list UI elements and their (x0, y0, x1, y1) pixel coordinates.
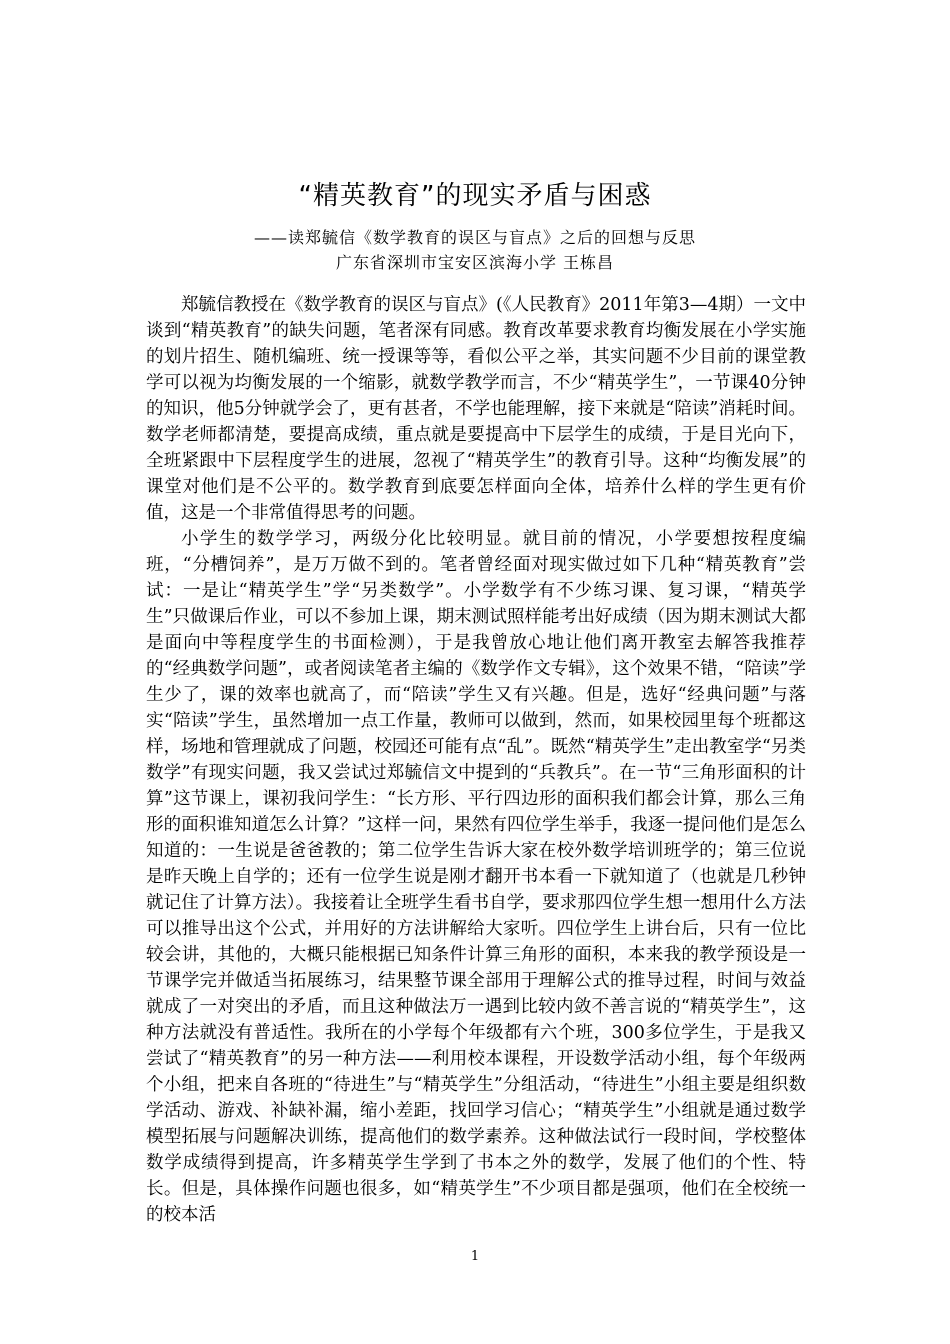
paragraph: 郑毓信教授在《数学教育的误区与盲点》(《人民教育》2011年第3—4期）一文中谈到“精英教育”的缺失问题，笔者深有同感。教育改革要求教育均衡发展在小学实施的划片招生、随机编班、统一授课等等，看似公平之举，其实问题不少目前的课堂教学可以视为均衡发展的一个缩影，就数学教学而言，不少“精英学生”，一节课40分钟的知识，他5分钟就学会了，更有甚者，不学也能理解，接下来就是“陪读”消耗时间。数学老师都清楚，要提高成绩，重点就是要提高中下层学生的成绩，于是目光向下，全班紧跟中下层程度学生的进展，忽视了“精英学生”的教育引导。这种“均衡发展”的课堂对他们是不公平的。数学教育到底要怎样面向全体，培养什么样的学生更有价值，这是一个非常值得思考的问题。 (146, 295, 806, 523)
page-number: 1 (470, 1249, 480, 1264)
document-title: “精英教育”的现实矛盾与困惑 (298, 181, 652, 211)
author-line: 广东省深圳市宝安区滨海小学 王栋昌 (335, 253, 615, 272)
document-subtitle: ——读郑毓信《数学教育的误区与盲点》之后的回想与反思 (253, 228, 696, 247)
paragraph: 小学生的数学学习，两级分化比较明显。就目前的情况，小学要想按程度编班，“分槽饲养”，是万万做不到的。笔者曾经面对现实做过如下几种“精英教育”尝试：一是让“精英学生”学“另类数学”。小学数学有不少练习课、复习课，“精英学生”只做课后作业，可以不参加上课，期末测试照样能考出好成绩（因为期末测试大都是面向中等程度学生的书面检测），于是我曾放心地让他们离开教室去解答我推荐的“经典数学问题”，或者阅读笔者主编的《数学作文专辑》，这个效果不错，“陪读”学生少了，课的效率也就高了，而“陪读”学生又有兴趣。但是，选好“经典问题”与落实“陪读”学生，虽然增加一点工作量，教师可以做到，然而，如果校园里每个班都这样，场地和管理就成了问题，校园还可能有点“乱”。既然“精英学生”走出教室学“另类数学”有现实问题，我又尝试过郑毓信文中提到的“兵教兵”。在一节“三角形面积的计算”这节课上，课初我问学生：“长方形、平行四边形的面积我们都会计算，那么三角形的面积谁知道怎么计算？”这样一问，果然有四位学生举手，我逐一提问他们是怎么知道的：一生说是爸爸教的；第二位学生告诉大家在校外数学培训班学的；第三位说是昨天晚上自学的；还有一位学生说是刚才翻开书本看一下就知道了（也就是几秒钟就记住了计算方法）。我接着让全班学生看书自学，要求那四位学生想一想用什么方法可以推导出这个公式，并用好的方法讲解给大家听。四位学生上讲台后，只有一位比较会讲，其他的，大概只能根据已知条件计算三角形的面积，本来我的教学预设是一节课学完并做适当拓展练习，结果整节课全部用于理解公式的推导过程，时间与效益就成了一对突出的矛盾，而且这种做法万一遇到比较内敛不善言说的“精英学生”，这种方法就没有普适性。我所在的小学每个年级都有六个班，300多位学生，于是我又尝试了“精英教育”的另一种方法——利用校本课程，开设数学活动小组，每个年级两个小组，把来自各班的“待进生”与“精英学生”分组活动，“待进生”小组主要是组织数学活动、游戏、补缺补漏，缩小差距，找回学习信心；“精英学生”小组就是通过数学模型拓展与问题解决训练，提高他们的数学素养。这种做法试行一段时间，学校整体数学成绩得到提高，许多精英学生学到了书本之外的数学，发展了他们的个性、特长。但是，具体操作问题也很多，如“精英学生”不少项目都是强项，他们在全校统一的校本活 (146, 529, 806, 1225)
article-body (146, 292, 806, 1228)
